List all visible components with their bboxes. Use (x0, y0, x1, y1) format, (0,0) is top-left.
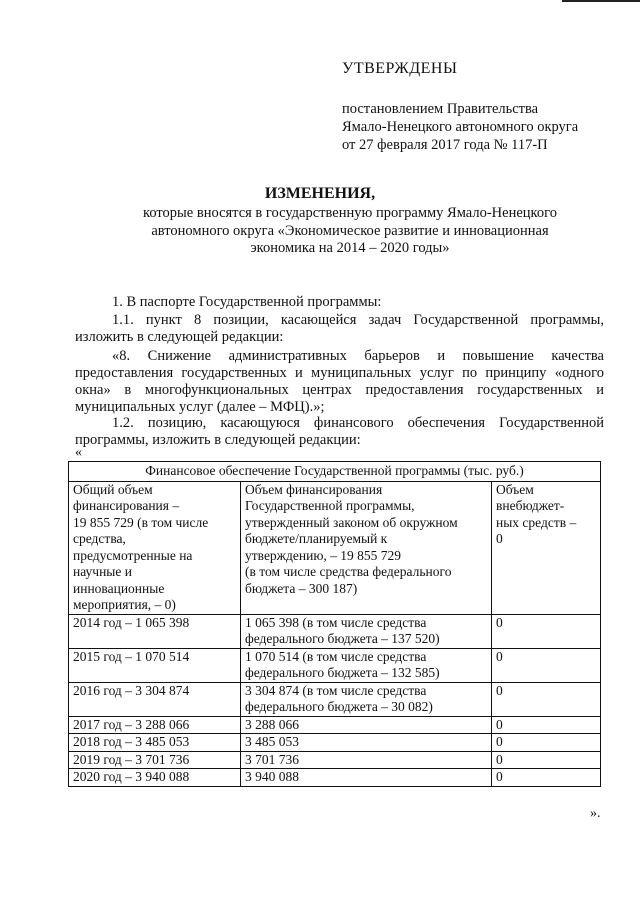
paragraph-item8-line-4: муниципальных услуг (далее – МФЦ).»; (75, 399, 325, 415)
paragraph-1-1-line-2: изложить в следующей редакции: (75, 329, 284, 345)
table-row (69, 682, 601, 716)
col-budget-head-line: утверждению, – 19 855 729 (245, 547, 402, 563)
table-row (69, 751, 601, 769)
budget-cell: 3 940 088 (241, 769, 492, 787)
budget-cell: 3 701 736 (241, 751, 492, 769)
budget-cell-line: 1 070 514 (в том числе средства (245, 648, 427, 664)
table-header: Финансовое обеспечение Государственной программы (тыс. руб.) (69, 462, 601, 482)
extra-cell: 0 (492, 734, 601, 752)
extra-cell: 0 (492, 614, 601, 648)
approval-line-1: постановлением Правительства (342, 101, 539, 117)
col-extra-head-line: внебюджет- (496, 498, 565, 513)
paragraph-item8-line-1: «8. Снижение административных барьеров и повышение качества (112, 348, 604, 364)
col-extra-head-line: 0 (496, 531, 503, 546)
col-extra-head-line: Объем (496, 481, 534, 497)
paragraph-1-2-line-2: программы, изложить в следующей редакции: (75, 432, 361, 448)
col-budget-head (241, 481, 492, 614)
table-column-heads (69, 481, 601, 614)
document-title: ИЗМЕНЕНИЯ, (264, 185, 376, 202)
paragraph-1-2-line-1: 1.2. позицию, касающуюся финансового обеспечения Государственной (112, 415, 604, 431)
table-row (69, 648, 601, 682)
col-total-head-line: инновационные (73, 580, 165, 596)
paragraph-1-1-line-1: 1.1. пункт 8 позиции, касающейся задач Государственной программы, (112, 312, 604, 328)
col-total-head-line: Общий объем (73, 481, 153, 497)
col-total-head-line: финансирования – (73, 498, 180, 513)
col-budget-head-line: Объем финансирования (245, 481, 383, 497)
quote-close: ». (590, 806, 601, 821)
extra-cell: 0 (492, 682, 601, 716)
col-extra-head-line: ных средств – (496, 514, 577, 530)
extra-cell: 0 (492, 648, 601, 682)
year-cell: 2018 год – 3 485 053 (69, 734, 241, 752)
extra-cell: 0 (492, 716, 601, 734)
table-row (69, 614, 601, 648)
approval-line-3: от 27 февраля 2017 года № 117-П (342, 137, 548, 153)
paragraph-1: 1. В паспорте Государственной программы: (112, 294, 382, 310)
financing-table (68, 461, 601, 787)
subtitle-line-1: которые вносятся в государственную программу Ямало-Ненецкого (143, 205, 557, 221)
col-total-head-line: средства, (73, 531, 126, 546)
subtitle-line-3: экономика на 2014 – 2020 годы» (250, 240, 450, 256)
year-cell: 2017 год – 3 288 066 (69, 716, 241, 734)
year-cell: 2020 год – 3 940 088 (69, 769, 241, 787)
document-subtitle (140, 205, 560, 258)
budget-cell (241, 682, 492, 716)
table-header-row (69, 462, 601, 482)
col-total-head-line: мероприятия, – 0) (73, 597, 176, 612)
table-row (69, 734, 601, 752)
top-right-scan-mark (562, 0, 640, 2)
budget-cell: 3 288 066 (241, 716, 492, 734)
year-cell: 2015 год – 1 070 514 (69, 648, 241, 682)
budget-cell-line: федерального бюджета – 30 082) (245, 699, 433, 714)
col-total-head-line: 19 855 729 (в том числе (73, 514, 209, 530)
col-extra-head (492, 481, 601, 614)
budget-cell-line: 3 304 874 (в том числе средства (245, 682, 427, 698)
budget-cell-line: 1 065 398 (в том числе средства (245, 614, 427, 630)
col-budget-head-line: утвержденный законом об окружном (245, 514, 458, 530)
quote-open: « (75, 445, 82, 460)
col-total-head (69, 481, 241, 614)
paragraph-item8-line-3: окна» в многофункциональных центрах предоставления государственных и (75, 382, 604, 398)
table-row (69, 716, 601, 734)
col-total-head-line: предусмотренные на (73, 547, 193, 563)
approval-line-2: Ямало-Ненецкого автономного округа (342, 119, 579, 135)
table-row (69, 769, 601, 787)
budget-cell: 3 485 053 (241, 734, 492, 752)
extra-cell: 0 (492, 751, 601, 769)
col-total-head-line: научные и (73, 564, 132, 579)
col-budget-head-line: бюджете/планируемый к (245, 531, 388, 546)
year-cell: 2014 год – 1 065 398 (69, 614, 241, 648)
extra-cell: 0 (492, 769, 601, 787)
approval-title: УТВЕРЖДЕНЫ (342, 60, 458, 77)
year-cell: 2016 год – 3 304 874 (69, 682, 241, 716)
budget-cell-line: федерального бюджета – 137 520) (245, 631, 440, 646)
year-cell: 2019 год – 3 701 736 (69, 751, 241, 769)
budget-cell-line: федерального бюджета – 132 585) (245, 665, 440, 680)
paragraph-item8-line-2: предоставления государственных и муниципальных услуг по принципу «одного (75, 365, 604, 381)
col-budget-head-line: бюджета – 300 187) (245, 580, 358, 596)
col-budget-head-line: (в том числе средства федерального (245, 564, 452, 579)
budget-cell (241, 614, 492, 648)
subtitle-line-2: автономного округа «Экономическое развитие и инновационная (151, 222, 549, 239)
col-budget-head-line: Государственной программы, (245, 498, 415, 513)
budget-cell (241, 648, 492, 682)
